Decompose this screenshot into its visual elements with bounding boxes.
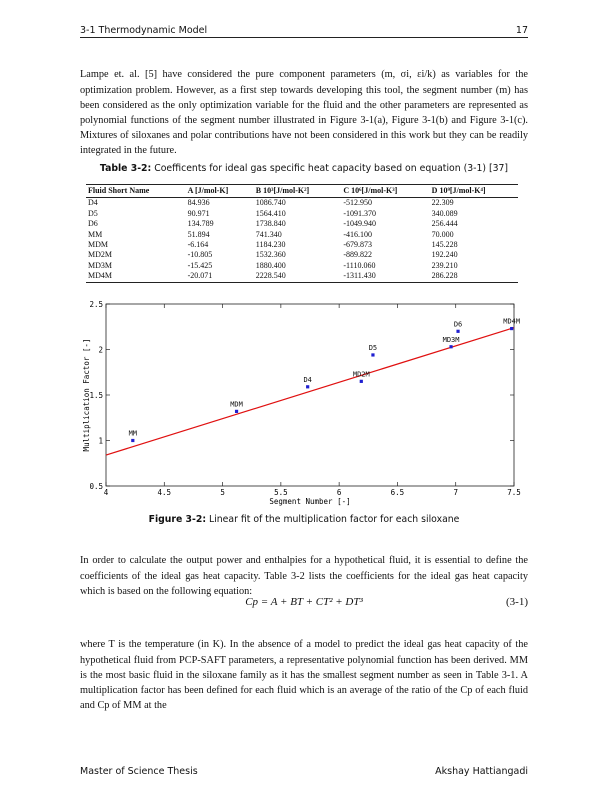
data-point-d5 xyxy=(371,353,374,356)
x-axis-label: Segment Number [-] xyxy=(269,497,351,506)
table-cell: 70.000 xyxy=(431,229,454,239)
data-point-d4 xyxy=(306,385,309,388)
y-tick-label: 2.5 xyxy=(89,300,103,309)
table-row xyxy=(86,198,518,209)
table-cell: 1532.360 xyxy=(255,250,286,260)
table-header-cell: B 10³[J/mol-K²] xyxy=(254,185,342,198)
page-number: 17 xyxy=(515,25,528,36)
table-cell: MD2M xyxy=(88,250,113,260)
table-cell: MM xyxy=(88,229,103,239)
table-row xyxy=(86,250,518,260)
table-cell: 340.089 xyxy=(431,208,458,218)
point-label: MD4M xyxy=(503,317,521,326)
table-cell: MD4M xyxy=(86,271,186,282)
table-cell: 192.240 xyxy=(431,250,458,260)
table-cell: 134.789 xyxy=(187,219,214,229)
table-cell: 256.444 xyxy=(431,219,458,229)
paragraph-intro: Lampe et. al. [5] have considered the pure component parameters (m, σi, εi/k) as variables for the optimization problem. However, as a first step towards developing this tool, the segment number (m) has been considered as the only optimization variable for the fluid and the other parameters are represented as polynomial functions of the segment number illustrated in Figure 3-1(a), Figure 3-1(b) and Figure 3-1(c). Mixtures of siloxanes and polar contributions have not been considered in this work but they can be readily integrated in the future. xyxy=(80,69,528,157)
data-point-d6 xyxy=(456,330,459,333)
table-cell: -1311.430 xyxy=(341,271,429,282)
table-cell: 90.971 xyxy=(187,208,210,218)
figure-caption xyxy=(80,514,528,525)
table-row xyxy=(86,240,518,250)
table-row xyxy=(86,209,518,219)
y-tick-label: 0.5 xyxy=(89,482,103,491)
table-cell: -1049.940 xyxy=(343,219,377,229)
table-row xyxy=(86,261,518,271)
paragraph-heat-capacity: In order to calculate the output power and enthalpies for a hypothetical fluid, it is essential to define the coefficients of the ideal gas heat capacity. Table 3-2 lists the coefficients for the ideal gas heat capacity which is based on the following equation: xyxy=(80,555,528,597)
table-cell: -889.822 xyxy=(343,250,373,260)
table-cell: -10.805 xyxy=(187,250,213,260)
table-cell: 286.228 xyxy=(430,271,518,282)
table-cell: 51.894 xyxy=(187,229,210,239)
table-cell: -15.425 xyxy=(187,260,213,270)
table-cell: 1738.840 xyxy=(255,219,286,229)
table-cell: 84.936 xyxy=(187,198,210,208)
point-label: D4 xyxy=(303,375,312,384)
table-cell: D4 xyxy=(88,198,98,208)
x-tick-label: 7.5 xyxy=(507,488,521,497)
footer-thesis: Master of Science Thesis xyxy=(80,766,198,777)
data-points xyxy=(129,318,521,443)
point-label: D6 xyxy=(453,320,463,329)
data-point-md3m xyxy=(449,345,452,348)
table-header-cell: A [J/mol-K] xyxy=(186,185,254,198)
plot-frame xyxy=(106,304,514,486)
table-cell: D5 xyxy=(88,208,98,218)
table-cell: 1564.410 xyxy=(255,208,286,218)
table-cell: 22.309 xyxy=(431,198,454,208)
table-header-cell: Fluid Short Name xyxy=(86,185,186,198)
fit-line xyxy=(106,328,514,455)
y-axis-label: Multiplication Factor [-] xyxy=(82,338,91,452)
table-cell: -679.873 xyxy=(343,240,373,250)
data-point-mdm xyxy=(235,410,238,413)
table-cell: 2228.540 xyxy=(254,271,342,282)
x-tick-label: 5.5 xyxy=(274,488,288,497)
table-row xyxy=(86,271,518,282)
point-label: MM xyxy=(128,429,138,438)
figure-caption-text: Linear fit of the multiplication factor for each siloxane xyxy=(209,514,460,525)
table-cell: 741.340 xyxy=(255,229,282,239)
table-cell: 145.228 xyxy=(431,240,458,250)
table-cell: -416.100 xyxy=(343,229,373,239)
paragraph-polynomial: where T is the temperature (in K). In the absence of a model to predict the ideal gas heat capacity of the hypothetical fluid from PCP-SAFT parameters, a representative polynomial function has been derived. MM is the most basic fluid in the siloxane family as it has the smallest segment number as seen in Table 3-1. A multiplication factor has been defined for each fluid which is an average of the ratio of the Cp of each fluid and Cp of MM at the xyxy=(80,639,528,712)
table-cell: -20.071 xyxy=(186,271,254,282)
table-cell: 239.210 xyxy=(431,260,458,270)
data-point-md4m xyxy=(510,327,513,330)
point-label: D5 xyxy=(368,343,378,352)
table-row xyxy=(86,230,518,240)
data-point-md2m xyxy=(360,380,363,383)
multiplication-factor-chart xyxy=(80,296,528,508)
table-header-cell: C 10⁶[J/mol-K³] xyxy=(341,185,429,198)
table-cell: D6 xyxy=(88,219,98,229)
x-tick-label: 4 xyxy=(103,488,109,497)
equation-3-1 xyxy=(80,596,528,616)
table-caption xyxy=(80,163,528,174)
y-tick-label: 1 xyxy=(98,436,103,446)
table-cell: -512.950 xyxy=(343,198,373,208)
table-header-cell: D 10⁹[J/mol-K⁴] xyxy=(430,185,518,198)
point-label: MDM xyxy=(230,400,243,409)
table-cell: -1091.370 xyxy=(343,208,377,218)
table-cell: 1086.740 xyxy=(255,198,286,208)
x-tick-label: 5 xyxy=(220,488,225,497)
point-label: MD2M xyxy=(352,370,370,379)
x-tick-label: 6 xyxy=(336,488,342,497)
chart-axes xyxy=(89,300,520,497)
equation-text: Cp = A + BT + CT² + DT³ xyxy=(245,596,363,608)
fit-line-group xyxy=(106,328,514,455)
section-title: 3-1 Thermodynamic Model xyxy=(80,25,208,36)
footer-author: Akshay Hattiangadi xyxy=(435,766,528,777)
y-tick-label: 2 xyxy=(98,345,103,355)
table-cell: -1110.060 xyxy=(343,260,376,270)
x-tick-label: 4.5 xyxy=(157,488,172,497)
table-caption-text: Coefficents for ideal gas specific heat capacity based on equation (3-1) [37] xyxy=(154,163,509,174)
equation-number: (3-1) xyxy=(506,596,528,608)
table-header-row xyxy=(86,185,518,198)
x-tick-label: 6.5 xyxy=(390,488,405,497)
table-cell: 1880.400 xyxy=(255,260,286,270)
table-cell: -6.164 xyxy=(187,240,209,250)
table-cell: 1184.230 xyxy=(255,240,286,250)
figure-label: Figure 3-2: xyxy=(148,514,207,525)
header-rule xyxy=(80,37,528,38)
table-cell: MD3M xyxy=(88,260,113,270)
table-label: Table 3-2: xyxy=(99,163,152,174)
coefficients-table xyxy=(86,184,518,283)
table-row xyxy=(86,219,518,229)
point-label: MD3M xyxy=(442,335,460,344)
y-tick-label: 1.5 xyxy=(89,391,103,400)
data-point-mm xyxy=(131,439,134,442)
table-cell: MDM xyxy=(88,240,109,250)
x-tick-label: 7 xyxy=(453,488,458,497)
